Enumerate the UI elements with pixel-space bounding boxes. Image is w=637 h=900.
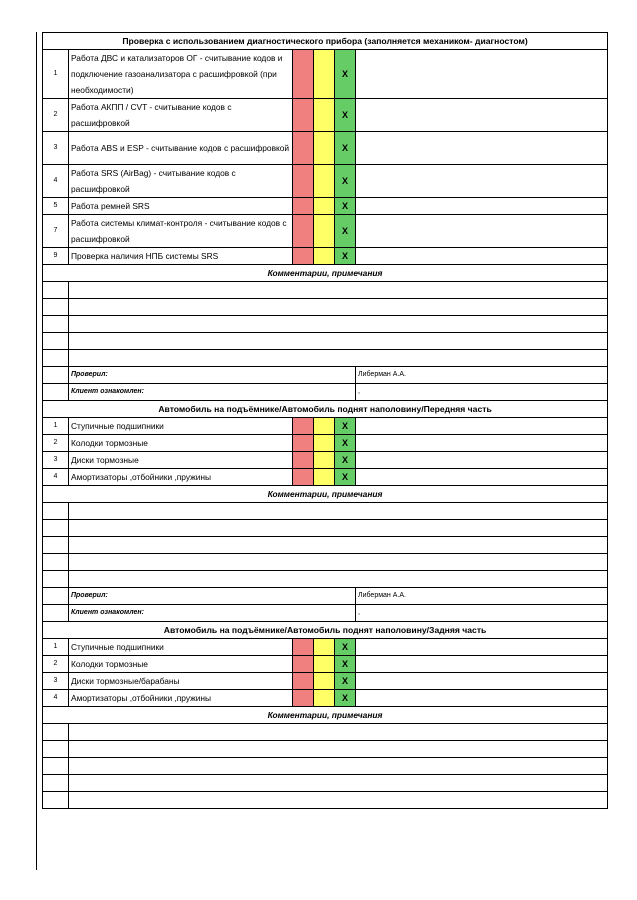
checked-by-label: Проверил: xyxy=(69,588,356,605)
row-description: Колодки тормозные xyxy=(69,656,293,673)
row-note[interactable] xyxy=(356,469,608,486)
table-row xyxy=(43,198,608,215)
status-cell-ok[interactable]: X xyxy=(335,215,356,248)
status-cell-bad[interactable] xyxy=(293,469,314,486)
table-row xyxy=(43,469,608,486)
row-note[interactable] xyxy=(356,248,608,265)
row-note[interactable] xyxy=(356,673,608,690)
comment-line[interactable] xyxy=(43,350,608,367)
row-note[interactable] xyxy=(356,656,608,673)
client-row xyxy=(43,384,608,401)
section2-title: Автомобиль на подъёмнике/Автомобиль поднят наполовину/Передняя часть xyxy=(43,401,608,418)
status-cell-bad[interactable] xyxy=(293,690,314,707)
row-description: Работа АКПП / CVT - считывание кодов с расшифровкой xyxy=(69,99,293,132)
table-row xyxy=(43,248,608,265)
comment-line[interactable] xyxy=(43,299,608,316)
row-number: 1 xyxy=(43,50,69,99)
status-cell-bad[interactable] xyxy=(293,452,314,469)
status-cell-warn[interactable] xyxy=(314,418,335,435)
status-cell-warn[interactable] xyxy=(314,165,335,198)
status-cell-ok[interactable]: X xyxy=(335,656,356,673)
table-row xyxy=(43,99,608,132)
comments-header-row xyxy=(43,265,608,282)
row-number: 3 xyxy=(43,452,69,469)
section3-title: Автомобиль на подъёмнике/Автомобиль поднят наполовину/Задняя часть xyxy=(43,622,608,639)
row-description: Работа ДВС и катализаторов ОГ - считывание кодов и подключение газоанализатора с расшифровкой (при необходимости) xyxy=(69,50,293,99)
table-row xyxy=(43,215,608,248)
row-description: Работа ABS и ESP - считывание кодов с расшифровкой xyxy=(69,132,293,165)
row-description: Амортизаторы ,отбойники ,пружины xyxy=(69,469,293,486)
section-header-row xyxy=(43,33,608,50)
comment-line[interactable] xyxy=(43,758,608,775)
status-cell-warn[interactable] xyxy=(314,673,335,690)
row-number: 2 xyxy=(43,435,69,452)
row-note[interactable] xyxy=(356,690,608,707)
left-margin-tick xyxy=(36,852,37,870)
row-number: 4 xyxy=(43,469,69,486)
inspection-form-table xyxy=(42,32,608,809)
status-cell-warn[interactable] xyxy=(314,248,335,265)
status-cell-bad[interactable] xyxy=(293,418,314,435)
table-row xyxy=(43,690,608,707)
status-cell-warn[interactable] xyxy=(314,656,335,673)
comment-line[interactable] xyxy=(43,537,608,554)
section-header-row xyxy=(43,401,608,418)
status-cell-bad[interactable] xyxy=(293,248,314,265)
status-cell-ok[interactable]: X xyxy=(335,690,356,707)
row-description: Ступичные подшипники xyxy=(69,639,293,656)
signature-row xyxy=(43,367,608,384)
comment-line[interactable] xyxy=(43,741,608,758)
status-cell-warn[interactable] xyxy=(314,99,335,132)
status-cell-bad[interactable] xyxy=(293,639,314,656)
comment-line[interactable] xyxy=(43,775,608,792)
row-note[interactable] xyxy=(356,165,608,198)
row-note[interactable] xyxy=(356,418,608,435)
row-note[interactable] xyxy=(356,215,608,248)
status-cell-ok[interactable]: X xyxy=(335,132,356,165)
comment-line[interactable] xyxy=(43,503,608,520)
row-note[interactable] xyxy=(356,452,608,469)
status-cell-bad[interactable] xyxy=(293,435,314,452)
row-note[interactable] xyxy=(356,132,608,165)
row-note[interactable] xyxy=(356,639,608,656)
section-header-row xyxy=(43,622,608,639)
row-number: 2 xyxy=(43,656,69,673)
row-number: 9 xyxy=(43,248,69,265)
checked-by-value[interactable]: Либерман А.А. xyxy=(356,588,608,605)
row-number: 4 xyxy=(43,690,69,707)
comment-line[interactable] xyxy=(43,520,608,537)
row-description: Ступичные подшипники xyxy=(69,418,293,435)
left-margin-line xyxy=(36,32,37,870)
comments-header-row xyxy=(43,486,608,503)
row-description: Проверка наличия НПБ системы SRS xyxy=(69,248,293,265)
comments-title: Комментарии, примечания xyxy=(43,265,608,282)
row-number: 3 xyxy=(43,673,69,690)
table-row xyxy=(43,132,608,165)
row-description: Работа SRS (AirBag) - считывание кодов с расшифровкой xyxy=(69,165,293,198)
row-number: 5 xyxy=(43,198,69,215)
row-number: 1 xyxy=(43,418,69,435)
row-number: 7 xyxy=(43,215,69,248)
status-cell-bad[interactable] xyxy=(293,198,314,215)
table-row xyxy=(43,435,608,452)
status-cell-ok[interactable]: X xyxy=(335,418,356,435)
row-number: 4 xyxy=(43,165,69,198)
status-cell-bad[interactable] xyxy=(293,673,314,690)
row-note[interactable] xyxy=(356,99,608,132)
comment-line[interactable] xyxy=(43,724,608,741)
comment-line[interactable] xyxy=(43,282,608,299)
comments-header-row xyxy=(43,707,608,724)
row-number: 2 xyxy=(43,99,69,132)
status-cell-ok[interactable]: X xyxy=(335,452,356,469)
client-acknowledged-label: Клиент ознакомлен: xyxy=(69,384,356,401)
row-description: Диски тормозные/барабаны xyxy=(69,673,293,690)
status-cell-ok[interactable]: X xyxy=(335,198,356,215)
table-row xyxy=(43,656,608,673)
comment-line[interactable] xyxy=(43,571,608,588)
status-cell-bad[interactable] xyxy=(293,99,314,132)
status-cell-ok[interactable]: X xyxy=(335,673,356,690)
status-cell-warn[interactable] xyxy=(314,132,335,165)
status-cell-ok[interactable]: X xyxy=(335,248,356,265)
status-cell-ok[interactable]: X xyxy=(335,469,356,486)
status-cell-bad[interactable] xyxy=(293,215,314,248)
comment-line[interactable] xyxy=(43,554,608,571)
client-acknowledged-value[interactable]: , xyxy=(356,605,608,622)
table-row xyxy=(43,165,608,198)
status-cell-warn[interactable] xyxy=(314,435,335,452)
comments-title: Комментарии, примечания xyxy=(43,486,608,503)
status-cell-warn[interactable] xyxy=(314,690,335,707)
status-cell-warn[interactable] xyxy=(314,215,335,248)
status-cell-warn[interactable] xyxy=(314,198,335,215)
status-cell-ok[interactable]: X xyxy=(335,99,356,132)
client-acknowledged-label: Клиент ознакомлен: xyxy=(69,605,356,622)
status-cell-ok[interactable]: X xyxy=(335,165,356,198)
row-description: Колодки тормозные xyxy=(69,435,293,452)
row-note[interactable] xyxy=(356,435,608,452)
table-row xyxy=(43,418,608,435)
status-cell-warn[interactable] xyxy=(314,452,335,469)
comment-line[interactable] xyxy=(43,792,608,809)
row-description: Диски тормозные xyxy=(69,452,293,469)
status-cell-warn[interactable] xyxy=(314,639,335,656)
table-row xyxy=(43,452,608,469)
checked-by-label: Проверил: xyxy=(69,367,356,384)
status-cell-bad[interactable] xyxy=(293,132,314,165)
table-row xyxy=(43,673,608,690)
comment-line[interactable] xyxy=(43,333,608,350)
comment-line[interactable] xyxy=(43,316,608,333)
table-row xyxy=(43,50,608,99)
checked-by-value[interactable]: Либерман А.А. xyxy=(356,367,608,384)
status-cell-bad[interactable] xyxy=(293,656,314,673)
row-number: 3 xyxy=(43,132,69,165)
status-cell-bad[interactable] xyxy=(293,50,314,99)
section1-title: Проверка с использованием диагностического прибора (заполняется механиком- диагностом) xyxy=(43,33,608,50)
row-description: Работа системы климат-контроля - считывание кодов с расшифровкой xyxy=(69,215,293,248)
row-number: 1 xyxy=(43,639,69,656)
status-cell-warn[interactable] xyxy=(314,469,335,486)
row-description: Амортизаторы ,отбойники ,пружины xyxy=(69,690,293,707)
status-cell-ok[interactable]: X xyxy=(335,435,356,452)
status-cell-ok[interactable]: X xyxy=(335,639,356,656)
signature-row xyxy=(43,588,608,605)
comments-title: Комментарии, примечания xyxy=(43,707,608,724)
row-note[interactable] xyxy=(356,198,608,215)
table-row xyxy=(43,639,608,656)
row-description: Работа ремней SRS xyxy=(69,198,293,215)
status-cell-warn[interactable] xyxy=(314,50,335,99)
client-row xyxy=(43,605,608,622)
client-acknowledged-value[interactable]: , xyxy=(356,384,608,401)
row-note[interactable] xyxy=(356,50,608,99)
status-cell-ok[interactable]: X xyxy=(335,50,356,99)
status-cell-bad[interactable] xyxy=(293,165,314,198)
